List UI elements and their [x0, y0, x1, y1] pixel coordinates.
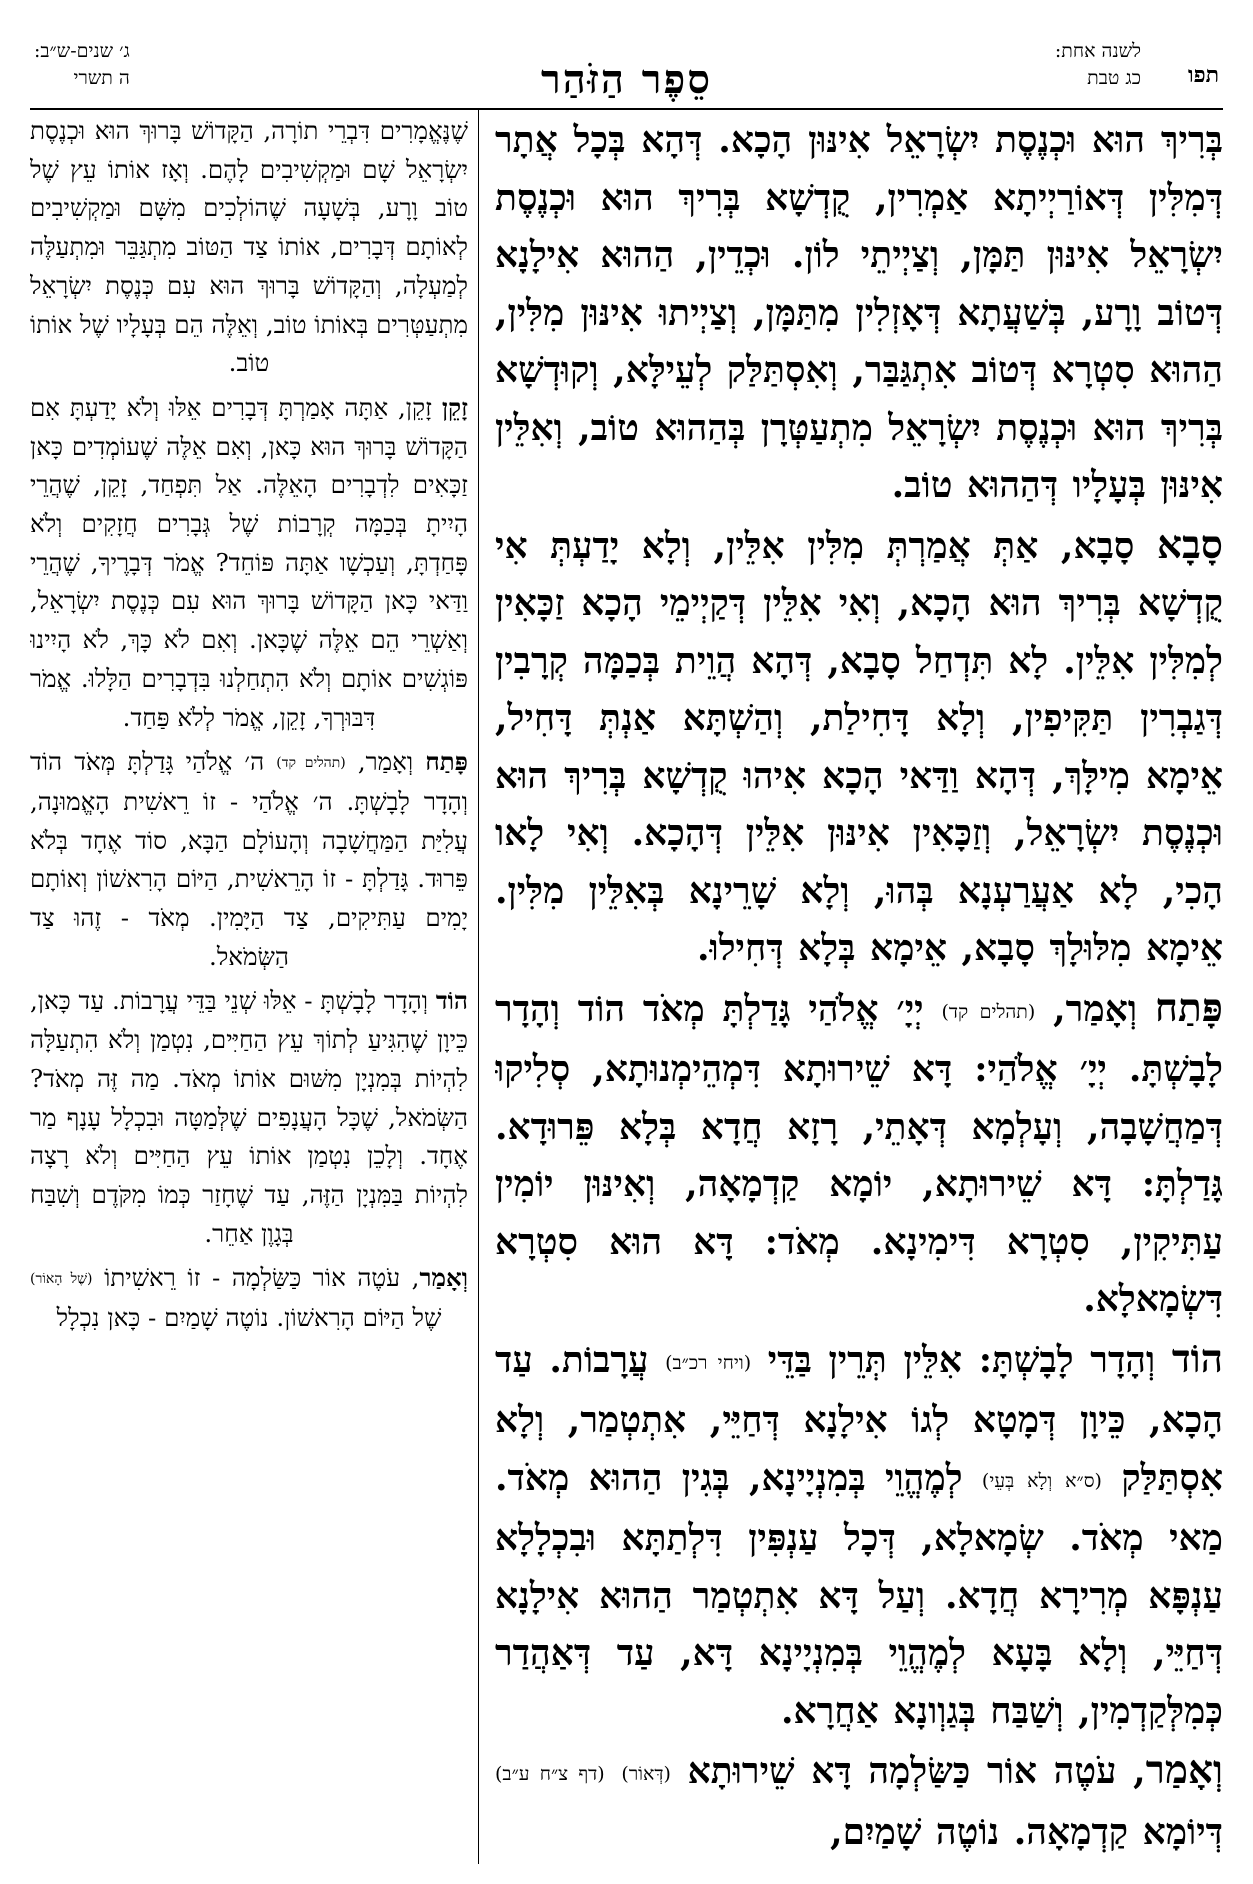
paragraph-text: , עֹטֶה אוֹר כַּשַּׂלְמָה - זוֹ רֵאשִׁיתוֹ: [92, 1263, 420, 1293]
paragraph-text: זָקֵן, אַתָּה אָמַרְתָּ דְּבָרִים אֵלּוּ וְלֹא יָדַעְתָּ אִם הַקָּדוֹשׁ בָּרוּךְ הוּא כָּאן, וְאִם אֵלֶּה שֶׁעוֹמְדִים כָּאן זַכָּאִים לִדְבָרִים הָאֵלֶּה. אַל תִּפְחַד, זָקֵן, שֶׁהֲרֵי הָיִיתָ בְּכַמָּה קְרָבוֹת שֶׁל גְּבָרִים חֲזָקִים וְלֹא פָּחַדְתָּ, וְעַכְשָׁו אַתָּה פּוֹחֵד? אֱמֹר דְּבָרֶיךָ, שֶׁהֲרֵי וַדַּאי כָּאן הַקָּדוֹשׁ בָּרוּךְ הוּא עִם כְּנֶסֶת יִשְׂרָאֵל, וְאַשְׁרֵי הֵם אֵלֶּה שֶׁכָּאן. וְאִם לֹא כָּךְ, לֹא הָיִינוּ פּוֹגְשִׁים אוֹתָם וְלֹא הִתְחַלְנוּ בִּדְבָרִים הַלָּלוּ. אֱמֹר דִּבּוּרְךָ, זָקֵן, אֱמֹר לְלֹא פַּחַד.: [30, 392, 468, 732]
schedule-label: לשנה אחת:: [1054, 40, 1141, 62]
schedule-label: ג׳ שנים-ש״ב:: [34, 40, 130, 62]
paragraph: [495, 112, 1223, 515]
page-number: תפו: [1187, 62, 1219, 88]
schedule-date: כג טבת: [1087, 67, 1141, 89]
paragraph: [30, 743, 468, 976]
paragraph: [495, 980, 1223, 1329]
paragraph-text: שֶׁנֶּאֱמָרִים דִּבְרֵי תוֹרָה, הַקָּדוֹשׁ בָּרוּךְ הוּא וּכְנֶסֶת יִשְׂרָאֵל שָׁם וּמַקְשִׁיבִים לָהֶם. וְאָז אוֹתוֹ עֵץ שֶׁל טוֹב וָרָע, בְּשָׁעָה שֶׁהוֹלְכִים מִשָּׁם וּמַקְשִׁיבִים לְאוֹתָם דְּבָרִים, אוֹתוֹ צַד הַטּוֹב מִתְגַּבֵּר וּמִתְעַלֶּה לְמַעְלָה, וְהַקָּדוֹשׁ בָּרוּךְ הוּא עִם כְּנֶסֶת יִשְׂרָאֵל מִתְעַטְּרִים בְּאוֹתוֹ טוֹב, וְאֵלֶּה הֵם בְּעָלָיו שֶׁל אוֹתוֹ טוֹב.: [30, 116, 468, 378]
header-divider: [30, 108, 1223, 110]
study-schedule-three-years: [34, 38, 130, 92]
paragraph-lead-word: הוֹד: [1171, 1335, 1223, 1382]
source-reference: (דְּאוֹר): [621, 1763, 671, 1785]
paragraph: [495, 1331, 1223, 1741]
source-reference: (תהלים קד): [276, 755, 346, 772]
source-reference: (ס״א וְלָא בְּעֵי): [981, 1469, 1102, 1492]
column-divider: [478, 110, 479, 1864]
paragraph-lead-word: זָקֵן: [441, 392, 468, 422]
paragraph-text: וְהָדָר לָבָשְׁתָּ - אֵלּוּ שְׁנֵי בַּדֵּי עֲרָבוֹת. עַד כָּאן, כֵּיוָן שֶׁהִגִּיעַ לְתוֹךְ עֵץ הַחַיִּים, נִטְמַן וְלֹא הִתְעַלָּה לִהְיוֹת בְּמִנְיָן מִשּׁוּם אוֹתוֹ מְאֹד. מַה זֶּה מְאֹד? הַשְּׂמֹאל, שֶׁכָּל הָעֲנָפִים שֶׁלְּמַטָּה וּבִכְלָל עָנָף מַר אֶחָד. וְלָכֵן נִטְמַן אוֹתוֹ עֵץ הַחַיִּים וְלֹא רָצָה לִהְיוֹת בַּמִּנְיָן הַזֶּה, עַד שֶׁחָזַר כְּמוֹ מִקֹּדֶם וְשִׁבַּח בְּגָוֶן אַחֵר.: [30, 986, 468, 1248]
hebrew-translation-column: [30, 112, 468, 1864]
paragraph: [30, 1259, 468, 1337]
paragraph-lead-word: פָּתַח: [425, 747, 468, 777]
paragraph-text: וְהָדָר לָבָשְׁתָּ: אִלֵּין תְּרֵין בַּדֵּי: [751, 1338, 1172, 1381]
paragraph-lead-word: סָבָא: [1156, 521, 1223, 568]
source-reference: (ויחי רכ״ב): [665, 1351, 752, 1374]
aramaic-text-column: [495, 112, 1223, 1864]
source-reference: (דף צ״ח ע״ב): [495, 1763, 605, 1785]
paragraph-text: שֶׁל הַיּוֹם הָרִאשׁוֹן. נוֹטֶה שָׁמַיִם - כָּאן נִכְלָל: [56, 1303, 442, 1333]
paragraph-text: לְמֶהֱוֵי בְּמִנְיָינָא, בְּגִין הַהוּא מְאֹד. מַאי מְאֹד. שְׂמָאלָא, דְּכָל עַנְפִּין דִּלְתַתָּא וּבִכְלָלָא עַנְפָּא מְרִירָא חֲדָא. וְעַל דָּא אִתְטְמַר הַהוּא אִילָנָא דְּחַיֵּי, וְלָא בָּעָא לְמֶהֱוֵי בְּמִנְיָינָא דָּא, עַד דְּאַהֲדַר כְּמִלְּקַדְמִין, וְשַׁבַּח בְּגַוְונָא אַחֲרָא.: [495, 1456, 1223, 1732]
paragraph-text: ה׳ אֱלֹהַי גָּדַלְתָּ מְּאֹד הוֹד וְהָדָר לָבָשְׁתָּ. ה׳ אֱלֹהַי - זוֹ רֵאשִׁית הָאֱמוּנָה, עֲלִיַּת הַמַּחֲשָׁבָה וְהָעוֹלָם הַבָּא, סוֹד אֶחָד בְּלֹא פֵּרוּד. גָּדַלְתָּ - זוֹ הָרֵאשִׁית, הַיּוֹם הָרִאשׁוֹן וְאוֹתָם יָמִים עַתִּיקִים, צַד הַיָּמִין. מְאֹד - זֶהוּ צַד הַשְּׂמֹאל.: [30, 747, 468, 971]
paragraph: [495, 517, 1223, 978]
paragraph-text: עֲרָבוֹת. עַד הָכָא, כֵּיוָן דְּמָטָא לְגוֹ אִילָנָא דְּחַיֵּי, אִתְטְמַר, וְלָא אִסְתַּלַּק: [495, 1338, 1223, 1499]
page-header: [30, 18, 1223, 102]
schedule-date: ה תשרי: [73, 67, 130, 89]
paragraph-text: סָבָא, אַתְּ אֲמַרְתְּ מִלִּין אִלֵּין, וְלָא יָדַעְתְּ אִי קֻדְשָׁא בְּרִיךְ הוּא הָכָא, וְאִי אִלֵּין דְּקַיְימֵי הָכָא זַכָּאִין לְמִלִּין אִלֵּין. לָא תִּדְחַל סָבָא, דְּהָא הֲוֵית בְּכַמָּה קְרָבִין דְּגַבְרִין תַּקִּיפִין, וְלָא דָּחִילַת, וְהַשְׁתָּא אַנְתְּ דָּחִיל, אֵימָא מִילָּךְ, דְּהָא וַדַּאי הָכָא אִיהוּ קֻדְשָׁא בְּרִיךְ הוּא וּכְנֶסֶת יִשְׂרָאֵל, וְזַכָּאִין אִינּוּן אִלֵּין דְּהָכָא. וְאִי לָאו הָכִי, לָא אַעֲרַעְנָא בְּהוּ, וְלָא שָׁרֵינָא בְּאִלֵּין מִלִּין. אֵימָא מִלּוּלָךְ סָבָא, אֵימָא בְּלָא דְּחִילוּ.: [495, 524, 1223, 969]
paragraph-text: יְיָ׳ אֱלֹהַי גָּדַלְתָּ מְאֹד הוֹד וְהָדָר לָבָשְׁתָּ. יְיָ׳ אֱלֹהַי: דָּא שֵׁירוּתָא דִּמְהֵימְנוּתָא, סְלִיקוּ דְּמַחֲשָׁבָה, וְעָלְמָא דְּאָתֵי, רָזָא חֲדָא בְּלָא פֵּרוּדָא. גָּדַלְתָּ: דָּא שֵׁירוּתָא, יוֹמָא קַדְמָאָה, וְאִינּוּן יוֹמִין עַתִּיקִין, סִטְרָא דִּימִינָא. מְאֹד: דָּא הוּא סִטְרָא דִּשְׂמָאלָא.: [495, 987, 1223, 1320]
source-reference: (שֶׁל הָאוֹר): [30, 1271, 93, 1288]
paragraph-lead-word: וְאָמַר: [1145, 1747, 1223, 1793]
paragraph-text: וְאָמַר,: [1035, 987, 1155, 1030]
paragraph-lead-word: פָּתַח: [1154, 984, 1223, 1031]
paragraph-lead-word: הוֹד: [435, 986, 468, 1016]
paragraph: [495, 1742, 1223, 1861]
paragraph: [30, 982, 468, 1253]
paragraph-lead-word: וְאָמַר: [419, 1263, 468, 1293]
paragraph-text: , עֹטֶה אוֹר כַּשַּׂלְמָה דָּא שֵׁירוּתָא: [670, 1750, 1146, 1792]
paragraph-text: דְּיוֹמָא קַדְמָאָה. נוֹטֶה שָׁמַיִם,: [830, 1810, 1223, 1853]
paragraph-text: וְאָמַר,: [345, 747, 426, 777]
book-title: סֵפֶר הַזֹּהַר: [541, 56, 712, 103]
paragraph: [30, 389, 468, 737]
source-reference: (תהלים קד): [941, 1000, 1036, 1023]
paragraph-text: בְּרִיךְ הוּא וּכְנֶסֶת יִשְׂרָאֵל אִינּוּן הָכָא. דְּהָא בְּכָל אֲתָר דְּמִלִּין דְּאוֹרַיְיתָא אַמְרִין, קֻדְשָׁא בְּרִיךְ הוּא וּכְנֶסֶת יִשְׂרָאֵל אִינּוּן תַּמָּן, וְצַיְיתֵי לוֹן. וּכְדֵין, הַהוּא אִילָנָא דְּטוֹב וָרָע, בְּשַׁעֲתָא דְּאָזְלִין מִתַּמָּן, וְצַיְיתוּ אִינּוּן מִלִּין, הַהוּא סִטְרָא דְּטוֹב אִתְגַּבַּר, וְאִסְתַּלַּק לְעֵילָּא, וְקוּדְשָׁא בְּרִיךְ הוּא וּכְנֶסֶת יִשְׂרָאֵל מִתְעַטְּרָן בְּהַהוּא טוֹב, וְאִלֵּין אִינּוּן בְּעָלָיו דְּהַהוּא טוֹב.: [495, 119, 1223, 506]
paragraph: [30, 112, 468, 383]
paragraph-text: [605, 1750, 622, 1792]
